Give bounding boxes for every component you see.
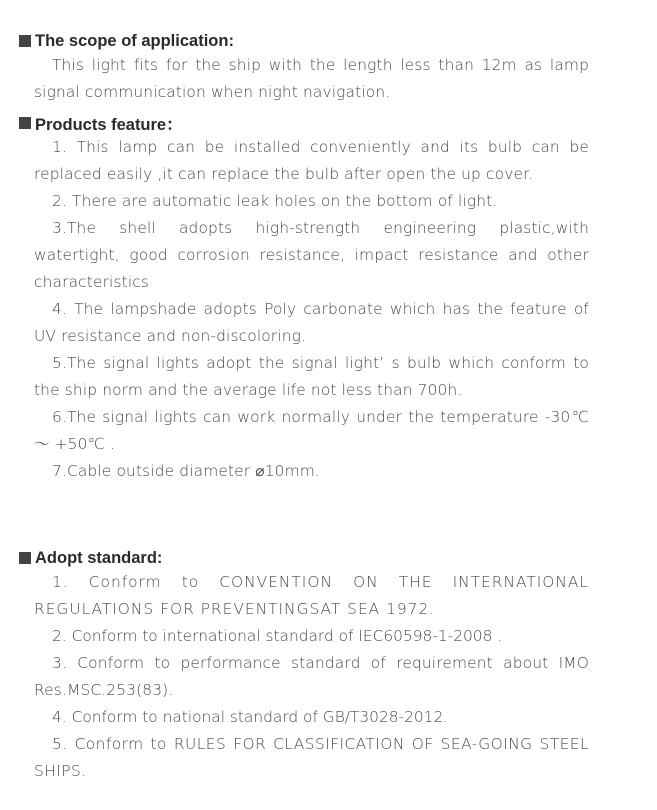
feature-item: 6.The signal lights can work normally under the temperature -30℃ ～ +50℃ . (34, 408, 589, 453)
bullet-square-icon (19, 552, 31, 564)
feature-item: 4. The lampshade adopts Poly carbonate which has the feature of UV resistance and non-discoloring. (34, 300, 589, 345)
heading-text: Adopt standard: (35, 548, 163, 567)
scope-paragraph: This light fits for the ship with the length less than 12m as lamp signal communication when night navigation. (34, 56, 589, 101)
standard-item: 2. Conform to international standard of IEC60598-1-2008 . (52, 627, 503, 645)
heading-text: The scope of application: (35, 31, 234, 50)
standard-item: 1. Conform to CONVENTION ON THE INTERNATIONAL REGULATIONS FOR PREVENTINGSAT SEA 1972. (34, 573, 589, 618)
standard-item: 4. Conform to national standard of GB/T3028-2012. (52, 708, 449, 726)
feature-item: 2. There are automatic leak holes on the bottom of light. (52, 192, 498, 210)
feature-item: 1. This lamp can be installed conveniently and its bulb can be replaced easily ,it can replace the bulb after open the up cover. (34, 138, 589, 183)
feature-item: 7.Cable outside diameter ⌀10mm. (52, 462, 320, 480)
standard-item: 5. Conform to RULES FOR CLASSIFICATION OF SEA-GOING STEEL SHIPS. (34, 735, 589, 780)
section-heading (19, 30, 589, 52)
feature-item: 5.The signal lights adopt the signal light’ s bulb which conform to the ship norm and the average life not less than 700h. (34, 354, 589, 399)
feature-item: 3.The shell adopts high-strength engineering plastic,with watertight, good corrosion resistance, impact resistance and other characteristics (34, 219, 589, 291)
bullet-square-icon (19, 35, 31, 47)
section-heading (19, 112, 589, 134)
standard-item: 3. Conform to performance standard of requirement about IMO Res.MSC.253(83). (34, 654, 589, 699)
bullet-square-icon (19, 117, 31, 129)
heading-text: Products feature： (35, 116, 183, 134)
section-heading (19, 547, 589, 569)
section-adopt-standard (19, 547, 589, 785)
section-scope-of-application (19, 30, 589, 106)
section-products-feature (19, 112, 589, 485)
